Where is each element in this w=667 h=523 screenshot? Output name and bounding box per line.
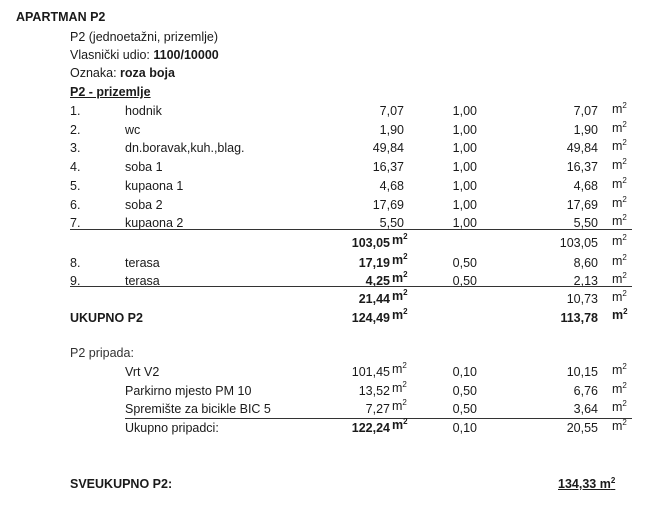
rooms-separator-line <box>70 229 632 230</box>
terrace-coefficient: 0,50 <box>452 256 477 270</box>
appurtenance-area: 7,27 <box>365 402 390 416</box>
room-area: 16,37 <box>372 160 404 174</box>
unit-label: $m^2$ <box>392 307 408 322</box>
room-name: soba 1 <box>125 160 163 174</box>
rooms-subtotal-total: 103,05 <box>559 236 598 250</box>
terraces-subtotal-area: 21,44 <box>358 292 390 306</box>
appurtenances-total-coefficient: 0,10 <box>452 421 477 435</box>
unit-label: $m^2$ <box>612 307 628 322</box>
apartment-description: P2 (jednoetažni, prizemlje) <box>70 30 218 44</box>
room-coefficient: 1,00 <box>452 216 477 230</box>
appurtenances-total-weighted: 20,55 <box>566 421 598 435</box>
room-coefficient: 1,00 <box>452 123 477 137</box>
appurtenance-area: 13,52 <box>358 384 390 398</box>
terrace-number: 8. <box>70 256 81 270</box>
room-weighted-area: 4,68 <box>573 179 598 193</box>
room-weighted-area: 7,07 <box>573 104 598 118</box>
room-area: 4,68 <box>379 179 404 193</box>
terrace-weighted-area: 8,60 <box>573 256 598 270</box>
room-area: 49,84 <box>372 141 404 155</box>
room-coefficient: 1,00 <box>452 179 477 193</box>
appurtenances-separator-line <box>125 418 632 419</box>
terraces-subtotal-total: 10,73 <box>566 292 598 306</box>
color-mark <box>70 66 175 81</box>
unit-label: $m^2$ <box>612 120 627 135</box>
appurtenance-weighted-area: 10,15 <box>566 365 598 379</box>
total-label: UKUPNO P2 <box>70 311 143 325</box>
terrace-coefficient: 0,50 <box>452 274 477 288</box>
ownership-label: Vlasnički udio: <box>70 48 154 62</box>
room-area: 17,69 <box>372 198 404 212</box>
room-number: 2. <box>70 123 81 137</box>
room-number: 7. <box>70 216 81 230</box>
unit-label: $m^2$ <box>392 361 407 376</box>
appurtenance-name: Spremište za bicikle BIC 5 <box>125 402 271 416</box>
unit-label: $m^2$ <box>392 252 408 267</box>
appurtenance-area: 101,45 <box>351 365 390 379</box>
room-number: 1. <box>70 104 81 118</box>
appurtenance-weighted-area: 3,64 <box>573 402 598 416</box>
unit-label: $m^2$ <box>612 233 627 248</box>
unit-label: $m^2$ <box>612 253 627 268</box>
room-name: hodnik <box>125 104 162 118</box>
room-area: 1,90 <box>379 123 404 137</box>
unit-label: $m^2$ <box>612 138 627 153</box>
unit-label: $m^2$ <box>612 381 627 396</box>
ownership-value: 1100/10000 <box>153 48 219 62</box>
grand-total-value: 134,33 $m^2$ <box>558 476 616 491</box>
grand-total-label: SVEUKUPNO P2: <box>70 477 173 491</box>
rooms-subtotal-area: 103,05 <box>351 236 390 250</box>
grand-total-number: 134,33 m <box>558 477 611 491</box>
room-number: 4. <box>70 160 81 174</box>
unit-label: $m^2$ <box>612 289 627 304</box>
unit-label: $m^2$ <box>392 232 408 247</box>
terrace-area: 17,19 <box>358 256 390 270</box>
unit-label: $m^2$ <box>612 213 627 228</box>
room-name: wc <box>125 123 141 137</box>
unit-label: $m^2$ <box>612 399 627 414</box>
mark-value: roza boja <box>120 66 175 80</box>
unit-label: $m^2$ <box>612 195 627 210</box>
unit-label: $m^2$ <box>392 288 408 303</box>
room-coefficient: 1,00 <box>452 141 477 155</box>
room-number: 5. <box>70 179 81 193</box>
appurtenance-name: Vrt V2 <box>125 365 160 379</box>
room-coefficient: 1,00 <box>452 160 477 174</box>
unit-label: $m^2$ <box>612 362 627 377</box>
unit-label: $m^2$ <box>612 157 627 172</box>
room-weighted-area: 16,37 <box>566 160 598 174</box>
room-weighted-area: 17,69 <box>566 198 598 212</box>
unit-label: $m^2$ <box>612 176 627 191</box>
appurtenances-heading: P2 pripada: <box>70 346 134 360</box>
room-name: dn.boravak,kuh.,blag. <box>125 141 245 155</box>
appurtenance-coefficient: 0,50 <box>452 384 477 398</box>
total-weighted-area: 113,78 <box>560 311 598 325</box>
room-coefficient: 1,00 <box>452 104 477 118</box>
room-area: 7,07 <box>379 104 404 118</box>
unit-label: $m^2$ <box>392 417 408 432</box>
appurtenances-total-label: Ukupno pripadci: <box>125 421 219 435</box>
room-name: kupaona 1 <box>125 179 184 193</box>
terrace-area: 4,25 <box>365 274 390 288</box>
room-number: 3. <box>70 141 81 155</box>
appurtenance-coefficient: 0,10 <box>452 365 477 379</box>
room-name: soba 2 <box>125 198 163 212</box>
unit-label: $m^2$ <box>392 398 407 413</box>
appurtenance-name: Parkirno mjesto PM 10 <box>125 384 252 398</box>
room-name: kupaona 2 <box>125 216 184 230</box>
terrace-name: terasa <box>125 256 160 270</box>
room-number: 6. <box>70 198 81 212</box>
unit-label: $m^2$ <box>612 271 627 286</box>
ownership-share <box>70 48 219 63</box>
appurtenance-weighted-area: 6,76 <box>573 384 598 398</box>
mark-label: Oznaka: <box>70 66 121 80</box>
appurtenances-total-area: 122,24 <box>351 421 390 435</box>
terrace-number: 9. <box>70 274 81 288</box>
unit-label: $m^2$ <box>612 101 627 116</box>
floor-heading: P2 - prizemlje <box>70 85 151 99</box>
appurtenance-coefficient: 0,50 <box>452 402 477 416</box>
room-coefficient: 1,00 <box>452 198 477 212</box>
room-weighted-area: 1,90 <box>573 123 598 137</box>
unit-label: $m^2$ <box>392 380 407 395</box>
total-area: 124,49 <box>351 311 390 325</box>
room-weighted-area: 5,50 <box>573 216 598 230</box>
terraces-separator-line <box>70 286 632 287</box>
terrace-name: terasa <box>125 274 160 288</box>
unit-label: $m^2$ <box>392 270 408 285</box>
terrace-weighted-area: 2,13 <box>573 274 598 288</box>
unit-label: $m^2$ <box>612 418 627 433</box>
room-weighted-area: 49,84 <box>566 141 598 155</box>
page-title: APARTMAN P2 <box>16 10 106 24</box>
room-area: 5,50 <box>379 216 404 230</box>
